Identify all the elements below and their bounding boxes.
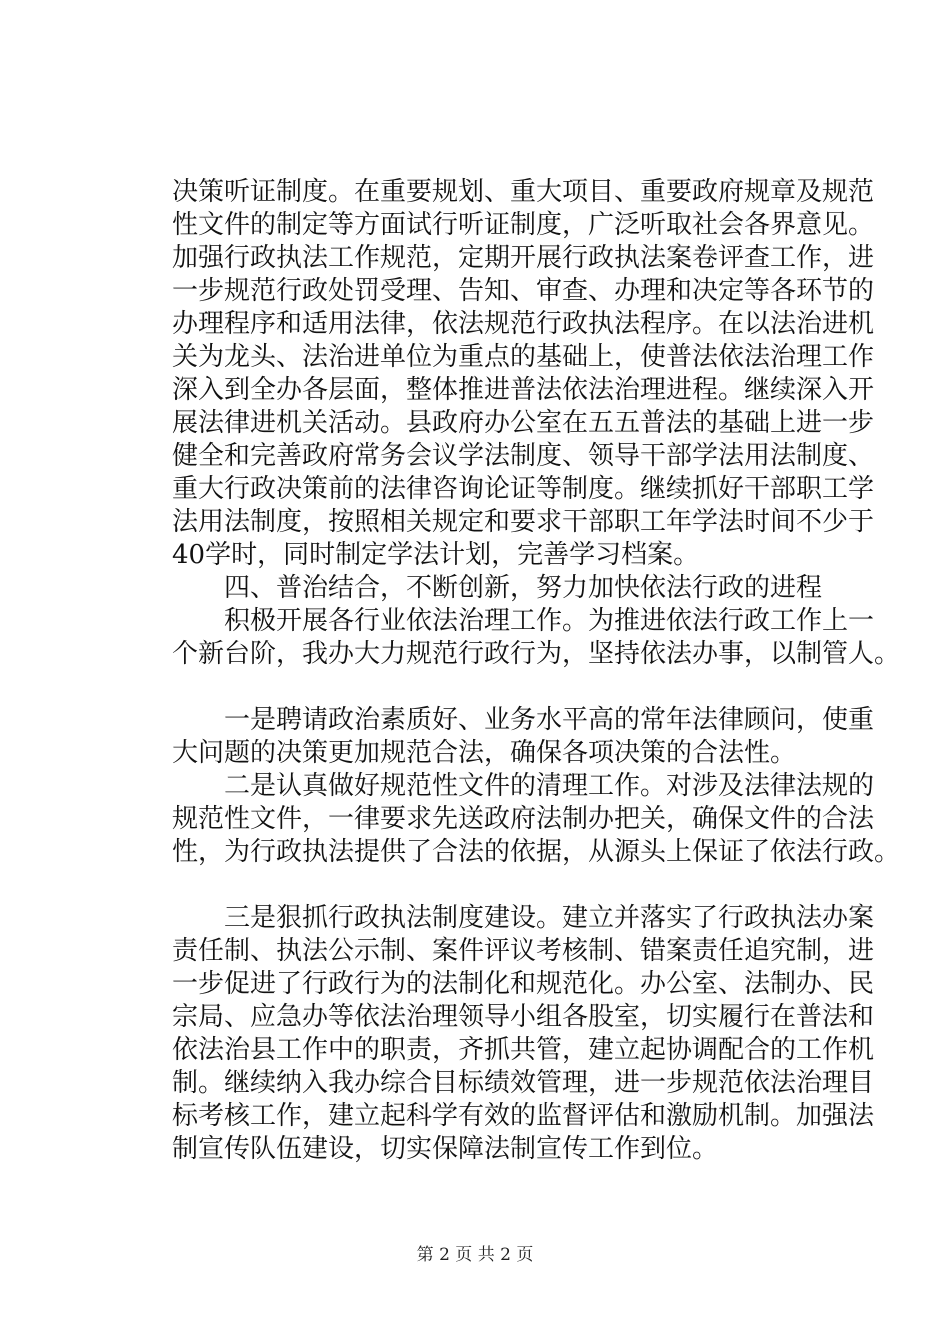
text-line: 重大行政决策前的法律咨询论证等制度。继续抓好干部职工学: [172, 474, 875, 504]
text-line: 三是狠抓行政执法制度建设。建立并落实了行政执法办案: [224, 903, 875, 933]
text-line: 决策听证制度。在重要规划、重大项目、重要政府规章及规范: [172, 177, 875, 207]
text-line: 制。继续纳入我办综合目标绩效管理，进一步规范依法治理目: [172, 1068, 875, 1098]
body-text: [172, 176, 901, 1166]
text-line: 办理程序和适用法律，依法规范行政执法程序。在以法治进机: [172, 309, 875, 339]
text-line: 个新台阶，我办大力规范行政行为，坚持依法办事，以制管人。: [172, 639, 901, 669]
text-line: 一是聘请政治素质好、业务水平高的常年法律顾问，使重: [224, 705, 875, 735]
page-footer: 第 2 页 共 2 页: [416, 1245, 534, 1265]
text-line: 加强行政执法工作规范，定期开展行政执法案卷评查工作，进: [172, 243, 875, 273]
text-line: 制宣传队伍建设，切实保障法制宣传工作到位。: [172, 1134, 719, 1164]
text-line: 法用法制度，按照相关规定和要求干部职工年学法时间不少于: [172, 507, 875, 537]
text-line: 大问题的决策更加规范合法，确保各项决策的合法性。: [172, 738, 797, 768]
text-line: 一步促进了行政行为的法制化和规范化。办公室、法制办、民: [172, 969, 875, 999]
text-line: 责任制、执法公示制、案件评议考核制、错案责任追究制，进: [172, 936, 875, 966]
text-line: 积极开展各行业依法治理工作。为推进依法行政工作上一: [224, 606, 875, 636]
text-line: 一步规范行政处罚受理、告知、审查、办理和决定等各环节的: [172, 276, 875, 306]
text-line: 性，为行政执法提供了合法的依据，从源头上保证了依法行政。: [172, 837, 901, 867]
text-line: 标考核工作，建立起科学有效的监督评估和激励机制。加强法: [172, 1101, 875, 1131]
text-line: 40学时，同时制定学法计划，完善学习档案。: [172, 540, 700, 570]
section-heading: 四、普治结合，不断创新，努力加快依法行政的进程: [224, 573, 823, 603]
paragraph-gap: [172, 869, 872, 902]
text-line: 健全和完善政府常务会议学法制度、领导干部学法用法制度、: [172, 441, 875, 471]
text-line: 深入到全办各层面，整体推进普法依法治理进程。继续深入开: [172, 375, 875, 405]
text-line: 宗局、应急办等依法治理领导小组各股室，切实履行在普法和: [172, 1002, 875, 1032]
text-line: 二是认真做好规范性文件的清理工作。对涉及法律法规的: [224, 771, 875, 801]
paragraph-gap: [172, 671, 872, 704]
text-line: 依法治县工作中的职责，齐抓共管，建立起协调配合的工作机: [172, 1035, 875, 1065]
text-line: 关为龙头、法治进单位为重点的基础上，使普法依法治理工作: [172, 342, 875, 372]
text-line: 性文件的制定等方面试行听证制度，广泛听取社会各界意见。: [172, 210, 875, 240]
text-line: 展法律进机关活动。县政府办公室在五五普法的基础上进一步: [172, 408, 875, 438]
text-line: 规范性文件，一律要求先送政府法制办把关，确保文件的合法: [172, 804, 875, 834]
